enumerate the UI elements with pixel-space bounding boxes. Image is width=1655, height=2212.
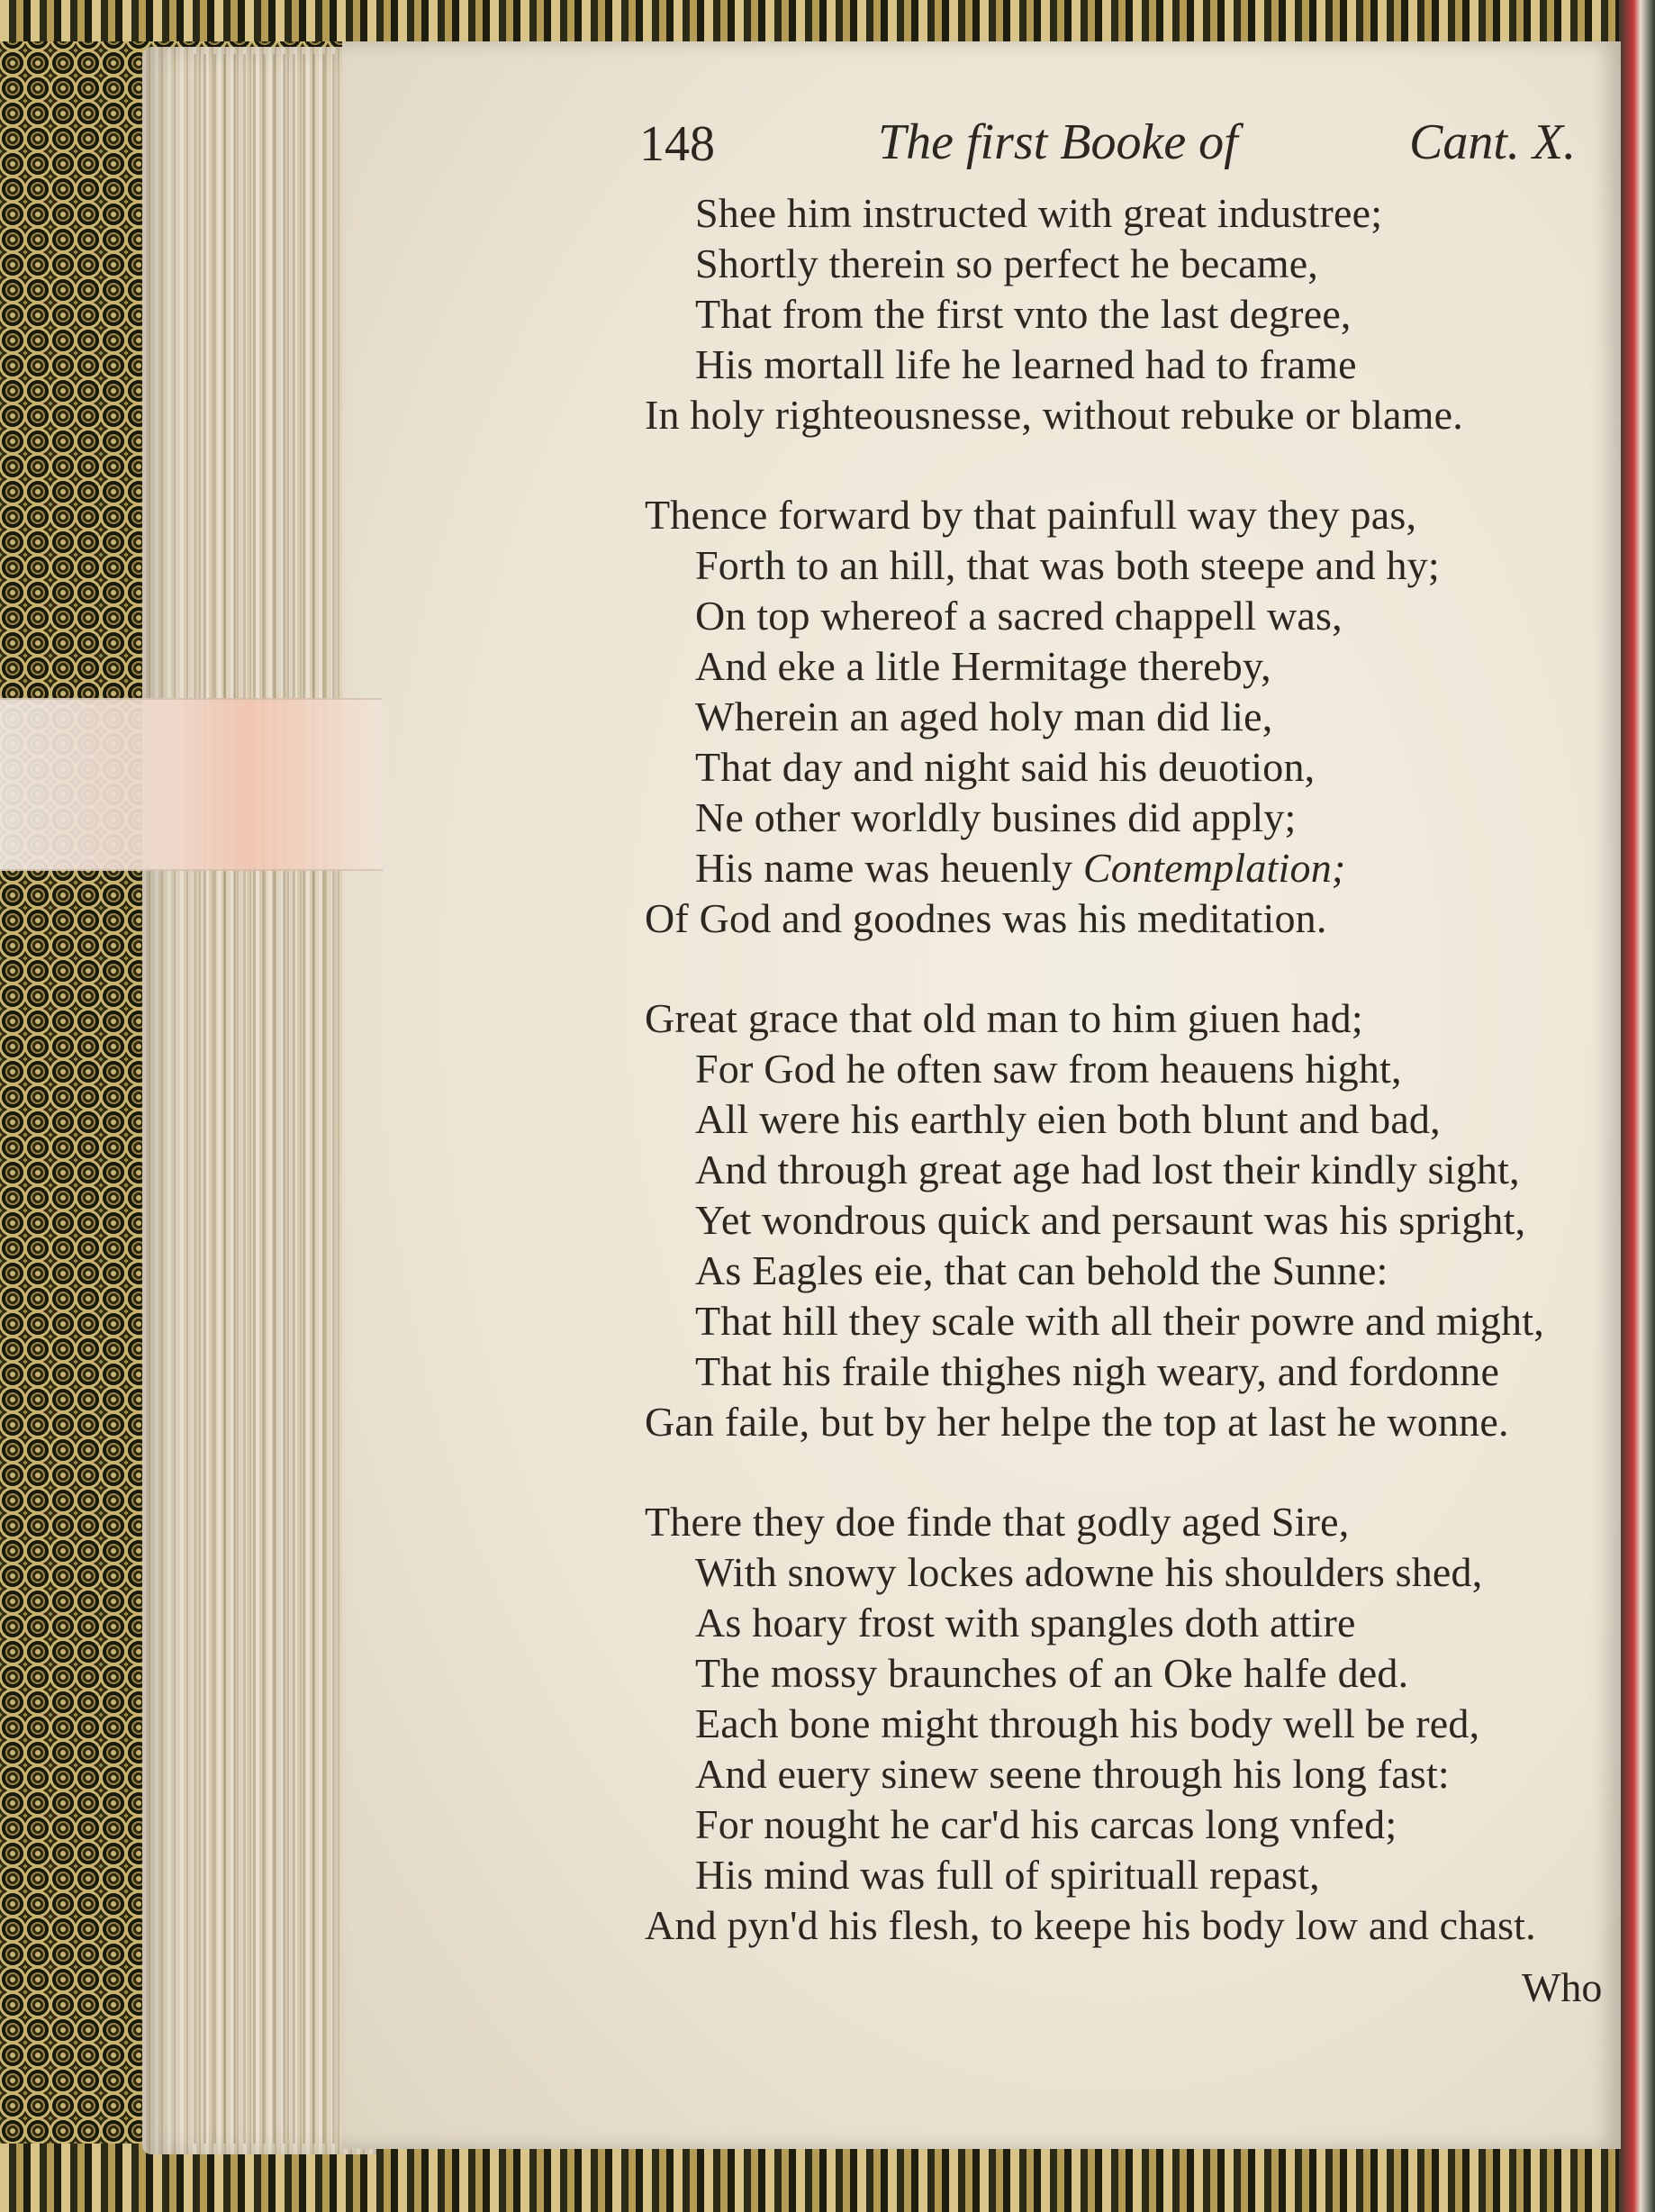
verse-line: For God he often saw from heauens hight, — [695, 1046, 1402, 1092]
verse-line: In holy righteousnesse, without rebuke or blame. — [645, 392, 1463, 438]
verse-line: Yet wondrous quick and persaunt was his spright, — [695, 1197, 1526, 1243]
verse-line: His mortall life he learned had to frame — [695, 341, 1357, 387]
verse-line: His mind was full of spirituall repast, — [695, 1852, 1320, 1898]
verse-line: Gan faile, but by her helpe the top at last he wonne. — [645, 1399, 1509, 1445]
verse-line: Thence forward by that painfull way they pas, — [645, 492, 1417, 538]
verse-line: Each bone might through his body well be red, — [695, 1700, 1480, 1746]
verse-line: That from the first vnto the last degree, — [695, 291, 1352, 337]
verse-line: Ne other worldly busines did apply; — [695, 794, 1297, 840]
verse-line: Shee him instructed with great industree; — [695, 190, 1383, 236]
verse-line: Great grace that old man to him giuen had; — [645, 995, 1363, 1041]
paper-bookmark — [0, 698, 383, 871]
verse-line: Of God and goodnes was his meditation. — [645, 895, 1327, 941]
verse-line: All were his earthly eien both blunt and bad, — [695, 1096, 1441, 1142]
verse-line: As Eagles eie, that can behold the Sunne: — [695, 1247, 1388, 1293]
verse-line: As hoary frost with spangles doth attire — [695, 1600, 1356, 1645]
verse-line: That hill they scale with all their powre and might, — [695, 1298, 1544, 1344]
verse-line: And eke a litle Hermitage thereby, — [695, 643, 1271, 689]
verse-line: Forth to an hill, that was both steepe and hy; — [695, 542, 1440, 588]
binding-right-edge — [1619, 0, 1655, 2212]
running-title: The first Booke of — [878, 114, 1238, 170]
verse-line: That his fraile thighes nigh weary, and fordonne — [695, 1348, 1500, 1394]
binding-top-ornament — [0, 0, 1655, 41]
page-edge-shading — [194, 54, 347, 2144]
canto-label: Cant. X. — [1409, 114, 1577, 170]
verse-line: And euery sinew seene through his long fast: — [695, 1751, 1450, 1797]
catchword: Who — [1522, 1964, 1603, 2010]
verse-line: On top whereof a sacred chappell was, — [695, 593, 1343, 639]
verse-line — [695, 844, 1345, 892]
verse-line: There they doe finde that godly aged Sire, — [645, 1499, 1350, 1545]
verse-line: That day and night said his deuotion, — [695, 744, 1316, 790]
verse-line-text: His name was heuenly — [695, 845, 1073, 891]
verse-line: And through great age had lost their kindly sight, — [695, 1147, 1520, 1192]
verse-line: The mossy braunches of an Oke halfe ded. — [695, 1650, 1409, 1696]
verse-line: Wherein an aged holy man did lie, — [695, 694, 1273, 739]
italic-name: Contemplation; — [1082, 845, 1346, 891]
verse-line: Shortly therein so perfect he became, — [695, 240, 1319, 286]
verse-line: With snowy lockes adowne his shoulders shed, — [695, 1549, 1483, 1595]
verse-line: And pyn'd his flesh, to keepe his body low and chast. — [645, 1902, 1536, 1948]
verse-line: For nought he car'd his carcas long vnfed; — [695, 1801, 1397, 1847]
page-number: 148 — [639, 116, 715, 172]
